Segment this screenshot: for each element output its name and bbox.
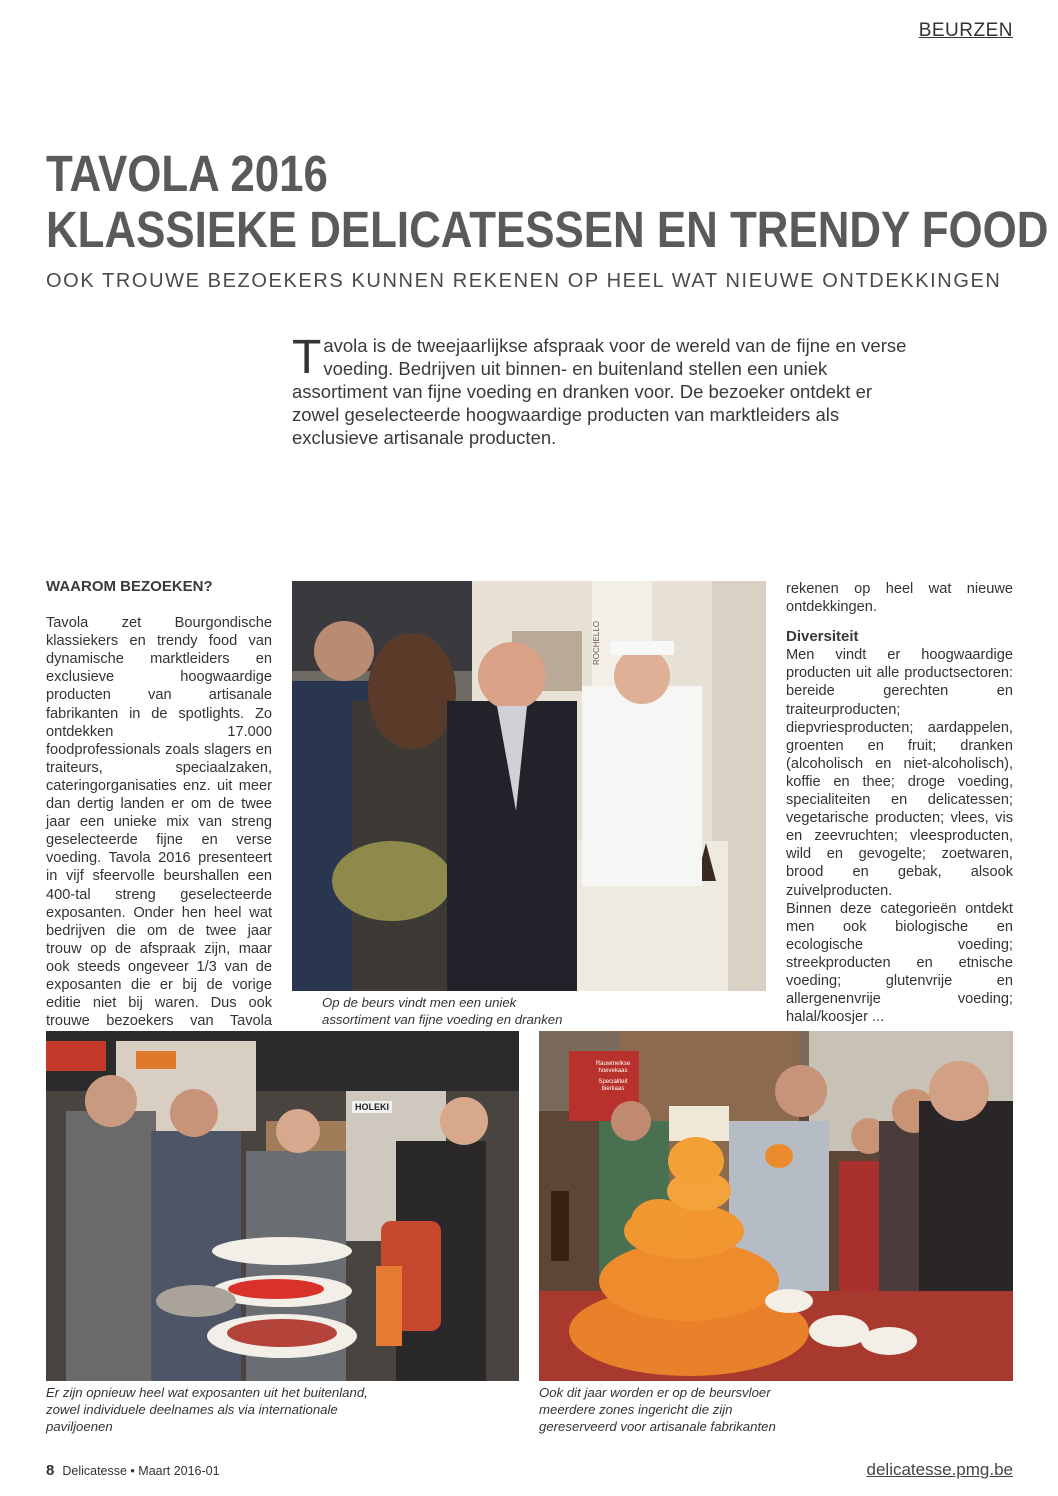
- article-title: [46, 145, 1049, 258]
- booth-sign: ROCHELLO: [592, 621, 601, 666]
- article-subtitle: OOK TROUWE BEZOEKERS KUNNEN REKENEN OP HEEL WAT NIEUWE ONTDEKKINGEN: [46, 270, 1002, 292]
- cheese-sign-2: Specialiteit bierkaas: [598, 1079, 628, 1092]
- article-column-1: [46, 578, 272, 1048]
- column-continuation: rekenen op heel wat nieuwe ontdekkingen.: [786, 581, 1013, 616]
- section-heading-diversiteit: Diversiteit: [786, 628, 859, 646]
- photo-booth-image: [292, 581, 766, 991]
- photo-booth-caption: Op de beurs vindt men een uniek assortiment van fijne voeding en dranken: [322, 995, 563, 1027]
- intro-dropcap: T: [292, 331, 322, 384]
- title-line-1: TAVOLA 2016: [46, 145, 328, 202]
- exhibitor-sign: HOLEKI: [352, 1101, 392, 1113]
- section-text-diversiteit-2: Binnen deze categorieën ontdekt men ook biologische en ecologische voeding; streekproducten en etnische voeding; glutenvrije en allergenenvrije voeding; halal/koosjer ...: [786, 900, 1013, 1026]
- photo-cheese-caption: Ook dit jaar worden er op de beursvloer meerdere zones ingericht die zijn gereserveerd voor artisanale fabrikanten: [539, 1385, 776, 1434]
- photo-exhibitors-image: [46, 1031, 519, 1381]
- section-text-waarom: Tavola zet Bourgondische klassiekers en trendy food van dynamische marktleiders en exclusieve hoogwaardige producten van artisanale fabrikanten in de spotlights. Zo ontdekken 17.000 foodprofessionals zoals slagers en traiteurs, speciaalzaken, cateringorganisaties enz. uit meer dan dertig landen er om de twee jaar een unieke mix van streng geselecteerde fijne en verse voeding. Tavola 2016 presenteert in vijf sfeervolle beurshallen een 400-tal streng geselecteerde exposanten. Onder hen heel wat bedrijven die om de twee jaar trouw op de afspraak zijn, maar ook steeds ongeveer 1/3 van de exposanten die er bij de vorige editie niet bij waren. Dus ook trouwe bezoekers van Tavola: [46, 615, 272, 1030]
- page-footer: [46, 1462, 220, 1479]
- photo-exhibitors-caption: Er zijn opnieuw heel wat exposanten uit het buitenland, zowel individuele deelnames als via internationale paviljoenen: [46, 1385, 368, 1434]
- photo-cheese: [539, 1031, 1013, 1381]
- website-link[interactable]: delicatesse.pmg.be: [866, 1460, 1013, 1479]
- page-number: 8: [46, 1462, 55, 1479]
- article-intro: [292, 331, 912, 449]
- photo-exhibitors: [46, 1031, 519, 1381]
- section-heading-waarom: WAAROM BEZOEKEN?: [46, 578, 213, 595]
- cheese-sign-1: Rauwmelkse hoevekaas: [595, 1061, 631, 1074]
- title-line-2: KLASSIEKE DELICATESSEN EN TRENDY FOOD: [46, 201, 1049, 258]
- publication-info: Delicatesse • Maart 2016-01: [62, 1464, 220, 1478]
- section-tag[interactable]: BEURZEN: [918, 20, 1013, 41]
- article-column-3: [786, 580, 1013, 1026]
- photo-booth: [292, 581, 766, 991]
- intro-text: avola is de tweejaarlijkse afspraak voor de wereld van de fijne en verse voeding. Bedrijven uit binnen- en buitenland stellen een uniek assortiment van fijne voeding en dranken voor. De bezoeker ontdekt er zowel geselecteerde hoogwaardige producten van marktleiders als exclusieve artisanale producten.: [292, 335, 907, 448]
- section-text-diversiteit-1: Men vindt er hoogwaardige producten uit alle productsectoren: bereide gerechten en traiteurproducten; diepvriesproducten; aardappelen, groenten en fruit; dranken (alcoholisch en niet-alcoholisch), koffie en thee; droge voeding, specialiteiten en delicatessen; vegetarische producten; vlees, vis en zeevruchten; vleesproducten, wild en gevogelte; zoetwaren, brood en gebak, alsook zuivelproducten.: [786, 647, 1013, 899]
